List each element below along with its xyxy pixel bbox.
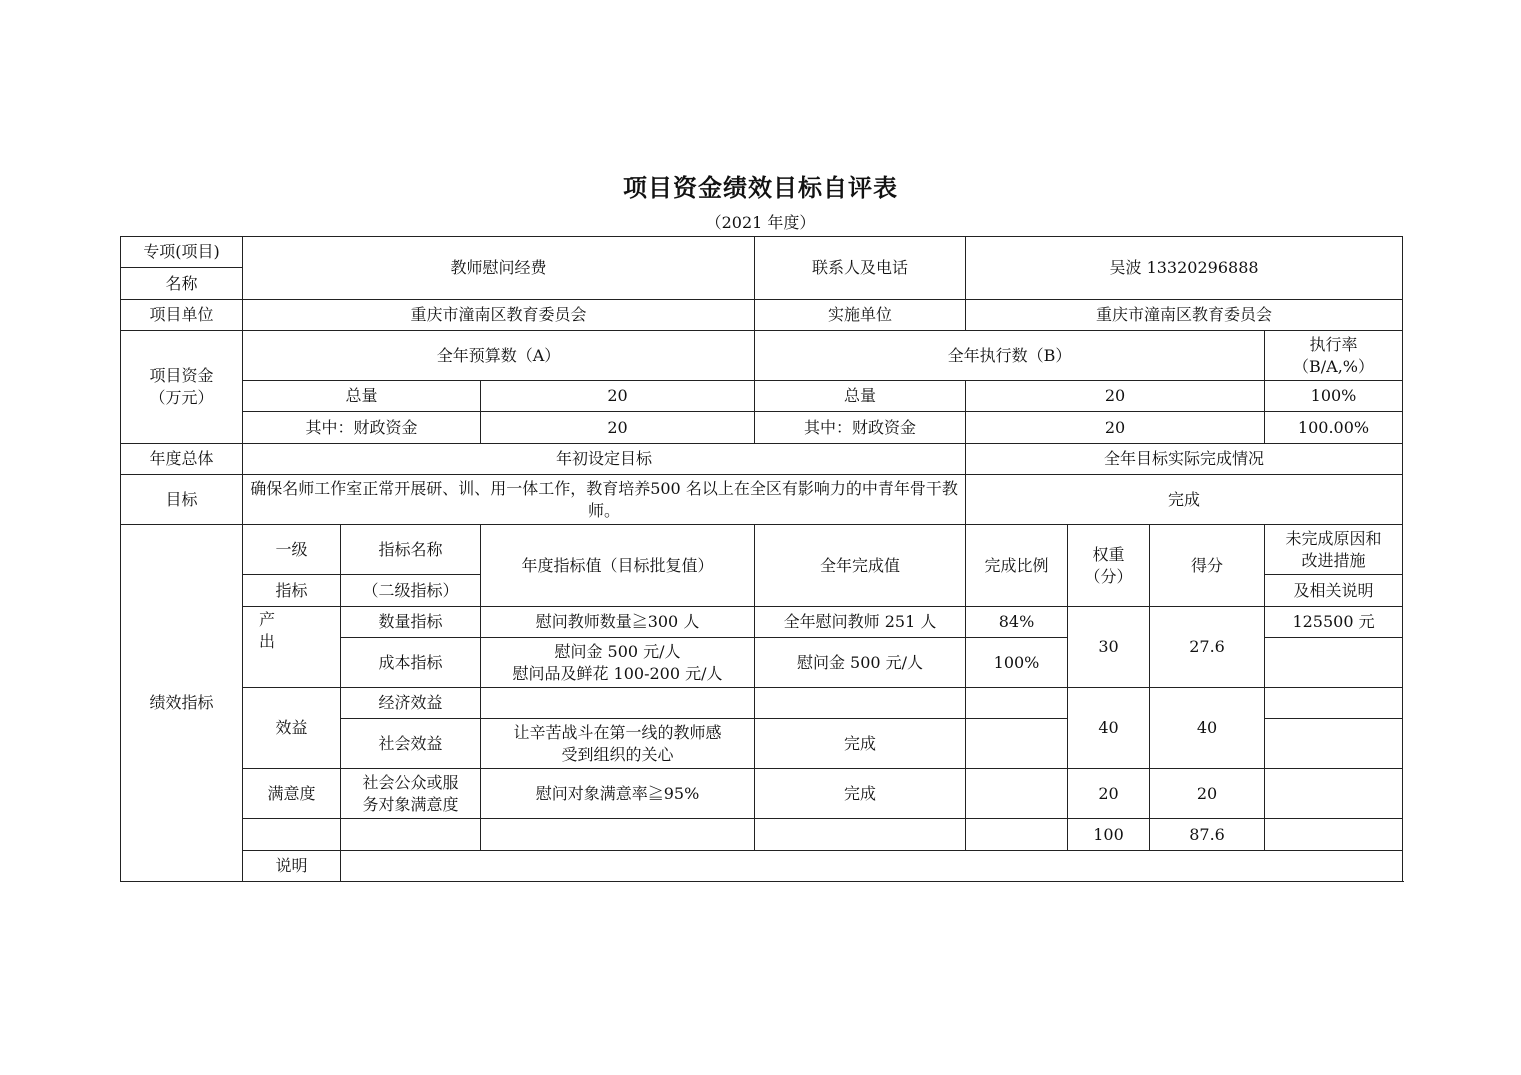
quantity-actual: 全年慰问教师 251 人 [755,607,966,638]
label-lvl1-2: 指标 [243,575,341,607]
goal-text: 确保名师工作室正常开展研、训、用一体工作，教育培养500 名以上在全区有影响力的中青年骨干教师。 [243,475,966,525]
label-project-unit: 项目单位 [121,300,243,331]
label-budget-fiscal: 其中：财政资金 [243,412,481,444]
label-reason [1265,525,1403,575]
label-project-name-1: 专项(项目) [121,237,243,268]
social-ratio [966,719,1068,769]
page-title: 项目资金绩效目标自评表 [623,174,898,202]
label-exec-total: 总量 [755,381,966,412]
label-funds-1: 项目资金 [149,366,214,385]
cost-target-2: 慰问品及鲜花 100-200 元/人 [512,663,723,683]
social-target-1: 让辛苦战斗在第一线的教师感 [513,722,722,742]
total-blank-1 [243,819,341,851]
satisfaction-label: 满意度 [243,769,341,819]
total-blank-2 [341,819,481,851]
cost-target [481,638,755,688]
satisfaction-target: 慰问对象满意率≧95% [481,769,755,819]
label-actual-status: 全年目标实际完成情况 [966,444,1403,475]
quantity-note: 125500 元 [1265,607,1403,638]
quantity-target: 慰问教师数量≧300 人 [481,607,755,638]
cost-target-1: 慰问金 500 元/人 [554,641,681,661]
economic-name: 经济效益 [341,688,481,719]
social-target [481,719,755,769]
page-subtitle: （2021 年度） [705,213,816,232]
label-funds-2: （万元） [149,388,214,407]
exec-fiscal-value: 20 [966,412,1265,444]
label-ind-name-1: 指标名称 [341,525,481,575]
cost-name: 成本指标 [341,638,481,688]
economic-actual [755,688,966,719]
label-goal-1: 年度总体 [121,444,243,475]
label-score: 得分 [1150,525,1265,607]
quantity-ratio: 84% [966,607,1068,638]
social-name: 社会效益 [341,719,481,769]
output-label-b: 出 [259,632,276,651]
impl-unit-value: 重庆市潼南区教育委员会 [966,300,1403,331]
label-ratio: 完成比例 [966,525,1068,607]
social-note [1265,719,1403,769]
benefit-weight: 40 [1068,688,1150,769]
satisfaction-name [341,769,481,819]
social-target-2: 受到组织的关心 [561,744,674,764]
total-weight: 100 [1068,819,1150,851]
total-blank-6 [1265,819,1403,851]
satisfaction-name-2: 务对象满意度 [362,794,459,814]
label-reason-1: 未完成原因和 [1285,528,1382,548]
label-weight-2: （分） [1084,566,1133,586]
rate-fiscal-value: 100.00% [1265,412,1403,444]
label-funds [121,331,243,444]
goal-status: 完成 [966,475,1403,525]
benefit-label: 效益 [243,688,341,769]
exec-total-value: 20 [966,381,1265,412]
budget-total-value: 20 [481,381,755,412]
label-annual-budget: 全年预算数（A） [243,331,755,381]
label-lvl1-1: 一级 [243,525,341,575]
label-weight [1068,525,1150,607]
cost-note [1265,638,1403,688]
project-unit-value: 重庆市潼南区教育委员会 [243,300,755,331]
label-ind-name-2: （二级指标） [341,575,481,607]
label-initial-goal: 年初设定目标 [243,444,966,475]
label-project-name-2: 名称 [121,268,243,300]
cost-actual: 慰问金 500 元/人 [755,638,966,688]
social-actual: 完成 [755,719,966,769]
satisfaction-note [1265,769,1403,819]
remark-value [341,851,1403,882]
satisfaction-weight: 20 [1068,769,1150,819]
satisfaction-name-1: 社会公众或服 [362,772,459,792]
output-label [243,607,341,688]
benefit-score: 40 [1150,688,1265,769]
quantity-name: 数量指标 [341,607,481,638]
label-contact: 联系人及电话 [755,237,966,300]
label-reason-3: 及相关说明 [1265,575,1403,607]
satisfaction-actual: 完成 [755,769,966,819]
label-remark: 说明 [243,851,341,882]
rate-total-value: 100% [1265,381,1403,412]
label-exec-fiscal: 其中：财政资金 [755,412,966,444]
economic-ratio [966,688,1068,719]
total-blank-5 [966,819,1068,851]
label-exec-rate [1265,331,1403,381]
label-reason-2: 改进措施 [1301,550,1366,570]
label-exec-rate-2: （B/A,%） [1293,356,1375,376]
satisfaction-score: 20 [1150,769,1265,819]
economic-note [1265,688,1403,719]
label-impl-unit: 实施单位 [755,300,966,331]
total-score: 87.6 [1150,819,1265,851]
output-weight: 30 [1068,607,1150,688]
cost-ratio: 100% [966,638,1068,688]
label-weight-1: 权重 [1092,544,1125,564]
label-exec-rate-1: 执行率 [1309,334,1358,354]
evaluation-table [120,236,1403,882]
satisfaction-ratio [966,769,1068,819]
label-perf: 绩效指标 [121,525,243,882]
output-score: 27.6 [1150,607,1265,688]
label-budget-total: 总量 [243,381,481,412]
contact-value: 吴波 13320296888 [966,237,1403,300]
project-name-value: 教师慰问经费 [243,237,755,300]
total-blank-4 [755,819,966,851]
label-target-value: 年度指标值（目标批复值） [481,525,755,607]
label-goal-2: 目标 [121,475,243,525]
label-actual-value: 全年完成值 [755,525,966,607]
label-annual-exec: 全年执行数（B） [755,331,1265,381]
output-label-a: 产 [259,610,276,629]
total-blank-3 [481,819,755,851]
budget-fiscal-value: 20 [481,412,755,444]
economic-target [481,688,755,719]
